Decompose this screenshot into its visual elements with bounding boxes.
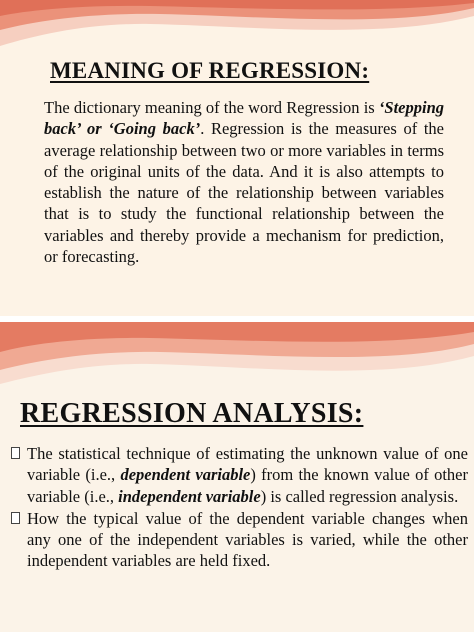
paragraph-text: . Regression is the measures of the average relationship between two or more variables in terms of the original units of the data. And it is also attempts to establish the nature of the relationship between variables that is to study the functional relationship between the variables and thereby provide a mechanism for prediction, or forecasting. <box>44 119 444 267</box>
decorative-wave-header <box>0 0 474 62</box>
emphasis-dependent-variable: dependent variable <box>120 465 251 485</box>
list-item <box>10 443 468 507</box>
bullet-text: ) from the known value of other variable (i.e., <box>27 465 468 506</box>
bullet-text: How the typical value of the dependent variable changes when any one of the independent variables is varied, while the other independent variables are held fixed. <box>27 508 468 571</box>
bullet-text: The statistical technique of estimating the unknown value of one variable (i.e., <box>27 444 468 485</box>
slide-title: MEANING OF REGRESSION: <box>50 58 370 83</box>
list-item <box>10 508 468 572</box>
slide-title: REGRESSION ANALYSIS: <box>20 398 364 429</box>
decorative-wave-header <box>0 322 474 384</box>
emphasis-stepping-back: ‘Stepping back’ or ‘Going back’ <box>44 98 444 139</box>
paragraph-text: The dictionary meaning of the word Regression is <box>44 98 379 117</box>
square-bullet-icon <box>11 512 20 524</box>
bullet-list <box>10 443 468 573</box>
square-bullet-icon <box>11 447 20 459</box>
bullet-text: ) is called regression analysis. <box>260 486 459 506</box>
slide-regression-analysis <box>0 322 474 632</box>
definition-paragraph <box>44 97 444 267</box>
emphasis-independent-variable: independent variable <box>118 486 261 506</box>
